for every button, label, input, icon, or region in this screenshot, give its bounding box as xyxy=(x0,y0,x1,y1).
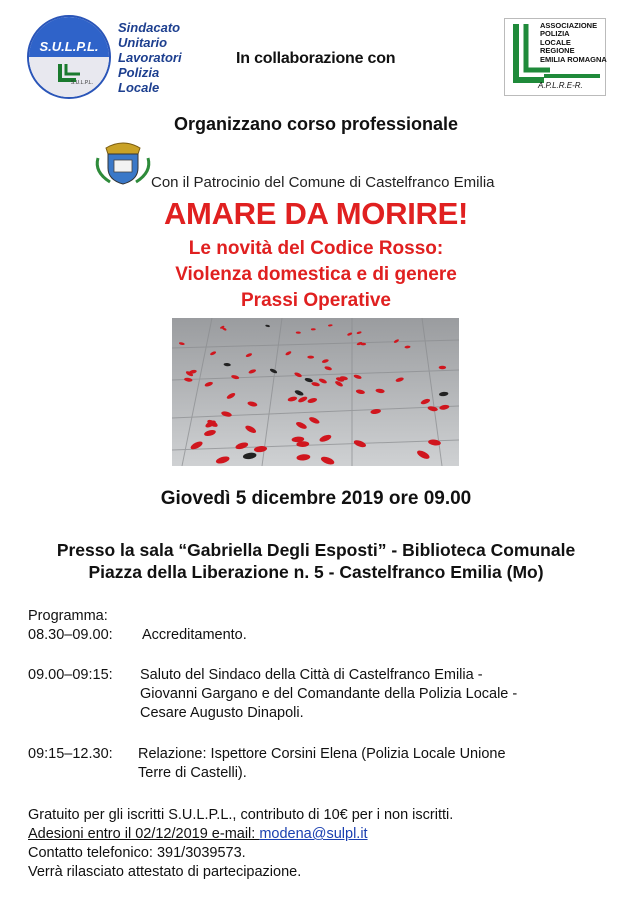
sulpl-logo-small-text: S.U.L.P.L. xyxy=(70,80,94,86)
red-shoes-photo xyxy=(172,318,459,466)
aplre-name-line: LOCALE xyxy=(540,37,571,47)
sulpl-name-line: Locale xyxy=(118,80,160,95)
aplre-name-line: ASSOCIAZIONE xyxy=(540,21,598,30)
sulpl-logo-text: S.U.L.P.L. xyxy=(39,39,99,54)
programme-time: 08.30–09.00: xyxy=(28,627,113,643)
aplre-name-line: POLIZIA xyxy=(540,29,570,39)
aplre-name-line: REGIONE xyxy=(540,46,575,56)
programme-heading: Programma: xyxy=(28,608,108,624)
registration-text: Adesioni entro il 02/12/2019 e-mail: xyxy=(28,826,260,842)
aplre-name xyxy=(540,22,607,64)
email-link[interactable]: modena@sulpl.it xyxy=(259,826,368,842)
phone-text: Contatto telefonico: 391/3039573. xyxy=(28,845,246,861)
collaboration-text: In collaborazione con xyxy=(236,50,396,67)
certificate-text: Verrà rilasciato attestato di partecipazione. xyxy=(28,864,302,880)
programme-text: Terre di Castelli). xyxy=(138,765,247,781)
castelfranco-crest-icon xyxy=(92,136,154,186)
sulpl-name-line: Unitario xyxy=(118,35,168,50)
aplre-name-line: EMILIA ROMAGNA xyxy=(540,54,607,64)
programme-time: 09:15–12.30: xyxy=(28,746,113,762)
programme-text: Giovanni Gargano e del Comandante della Polizia Locale - xyxy=(140,686,518,702)
programme-text: Accreditamento. xyxy=(142,627,247,643)
registration-line xyxy=(28,825,368,843)
programme-text: Relazione: Ispettore Corsini Elena (Polizia Locale Unione xyxy=(138,746,506,762)
venue-line: Presso la sala “Gabriella Degli Esposti” - Biblioteca Comunale xyxy=(56,540,576,560)
sulpl-name xyxy=(118,20,182,95)
event-date: Giovedì 5 dicembre 2019 ore 09.00 xyxy=(160,488,472,509)
sulpl-name-line: Polizia xyxy=(118,65,160,80)
shoe-shape xyxy=(439,366,446,369)
programme-text: Cesare Augusto Dinapoli. xyxy=(140,705,304,721)
venue-line: Piazza della Liberazione n. 5 - Castelfranco Emilia (Mo) xyxy=(88,562,544,582)
patronage-text: Con il Patrocinio del Comune di Castelfranco Emilia xyxy=(151,174,495,191)
aplre-signature: A.P.L.R.E-R. xyxy=(538,81,583,90)
organizzano-heading: Organizzano corso professionale xyxy=(173,114,459,134)
event-subtitle-line: Prassi Operative xyxy=(241,290,391,311)
programme-text: Saluto del Sindaco della Città di Castelfranco Emilia - xyxy=(140,667,483,683)
event-subtitle-line: Violenza domestica e di genere xyxy=(175,264,457,285)
programme-time: 09.00–09:15: xyxy=(28,667,113,683)
sulpl-logo-icon xyxy=(26,14,112,100)
sulpl-name-line: Lavoratori xyxy=(118,50,182,65)
event-title: AMARE DA MORIRE! xyxy=(163,196,469,231)
event-subtitle-line: Le novità del Codice Rosso: xyxy=(188,238,444,259)
fee-text: Gratuito per gli iscritti S.U.L.P.L., contributo di 10€ per i non iscritti. xyxy=(28,807,454,823)
sulpl-name-line: Sindacato xyxy=(118,20,181,35)
